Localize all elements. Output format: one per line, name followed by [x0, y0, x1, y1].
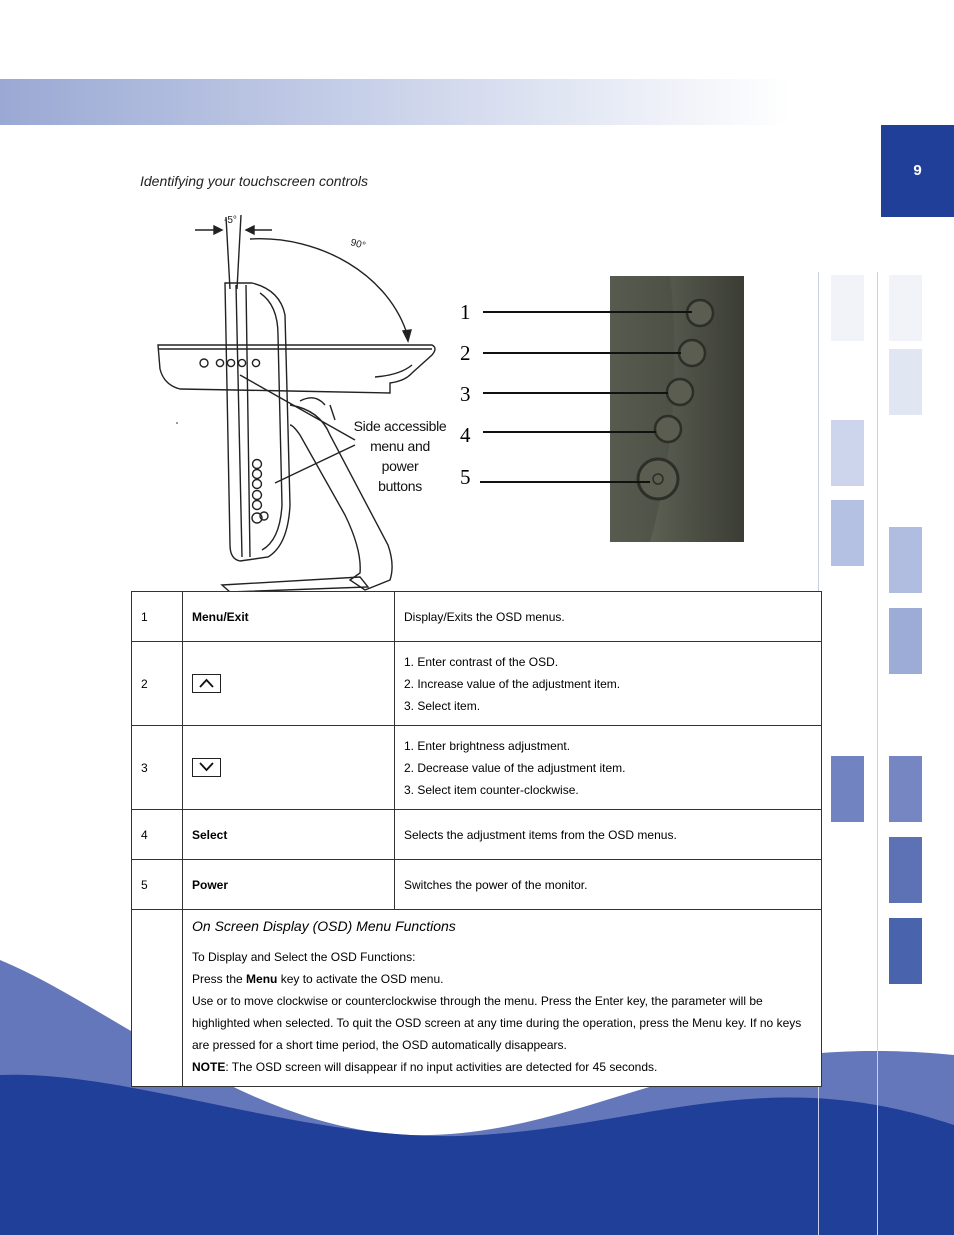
row-number: 4	[132, 810, 183, 860]
control-name: Menu/Exit	[183, 592, 395, 642]
side-square	[889, 837, 922, 903]
row-number: 5	[132, 860, 183, 910]
side-square	[889, 349, 922, 415]
control-description: 1. Enter brightness adjustment. 2. Decrease value of the adjustment item. 3. Select item counter-clockwise.	[395, 726, 822, 810]
tilt-forward-label: 90°	[349, 237, 367, 252]
row-number: 2	[132, 642, 183, 726]
chevron-down-icon	[192, 758, 221, 777]
osd-title: On Screen Display (OSD) Menu Functions	[192, 918, 456, 934]
table-row	[132, 810, 822, 860]
callout-4: 4	[460, 423, 471, 447]
table-row	[132, 592, 822, 642]
osd-section	[183, 910, 822, 1087]
side-square	[831, 500, 864, 566]
osd-body: To Display and Select the OSD Functions: Press the Menu key to activate the OSD menu. Use or to move clockwise or counterclockwise through the menu. Press the Enter key, the parameter will be highlighted when selected. To quit the OSD screen at any time during the operation, press the Menu key. If no keys are pressed for a short time period, the OSD automatically disappears. NOTE: The OSD screen will disappear if no input activities are detected for 45 seconds.	[192, 950, 802, 1074]
callout-1: 1	[460, 300, 471, 324]
table-row	[132, 860, 822, 910]
control-description: Selects the adjustment items from the OSD menus.	[395, 810, 822, 860]
side-square	[889, 608, 922, 674]
side-rule	[877, 272, 878, 1235]
control-description: 1. Enter contrast of the OSD. 2. Increase value of the adjustment item. 3. Select item.	[395, 642, 822, 726]
side-square	[889, 527, 922, 593]
table-row	[132, 910, 822, 1087]
side-square	[889, 756, 922, 822]
button-callouts	[455, 290, 695, 500]
row-number: 1	[132, 592, 183, 642]
monitor-side-diagram	[150, 205, 450, 595]
side-square	[889, 275, 922, 341]
callout-5: 5	[460, 465, 471, 489]
chevron-up-icon	[192, 674, 221, 693]
control-description: Switches the power of the monitor.	[395, 860, 822, 910]
page-number: 9	[881, 125, 954, 217]
tilt-back-label: -5°	[224, 215, 237, 226]
callout-2: 2	[460, 341, 471, 365]
row-number: 3	[132, 726, 183, 810]
controls-table	[131, 591, 822, 1087]
header-banner	[0, 79, 790, 125]
control-name: Select	[183, 810, 395, 860]
side-buttons-caption: Side accessible menu and power buttons	[353, 418, 447, 494]
side-square	[831, 756, 864, 822]
side-square	[831, 420, 864, 486]
table-row	[132, 642, 822, 726]
side-square	[889, 918, 922, 984]
side-square	[831, 275, 864, 341]
table-row	[132, 726, 822, 810]
control-description: Display/Exits the OSD menus.	[395, 592, 822, 642]
control-name: Power	[183, 860, 395, 910]
section-title: Identifying your touchscreen controls	[140, 173, 369, 189]
callout-3: 3	[460, 382, 471, 406]
